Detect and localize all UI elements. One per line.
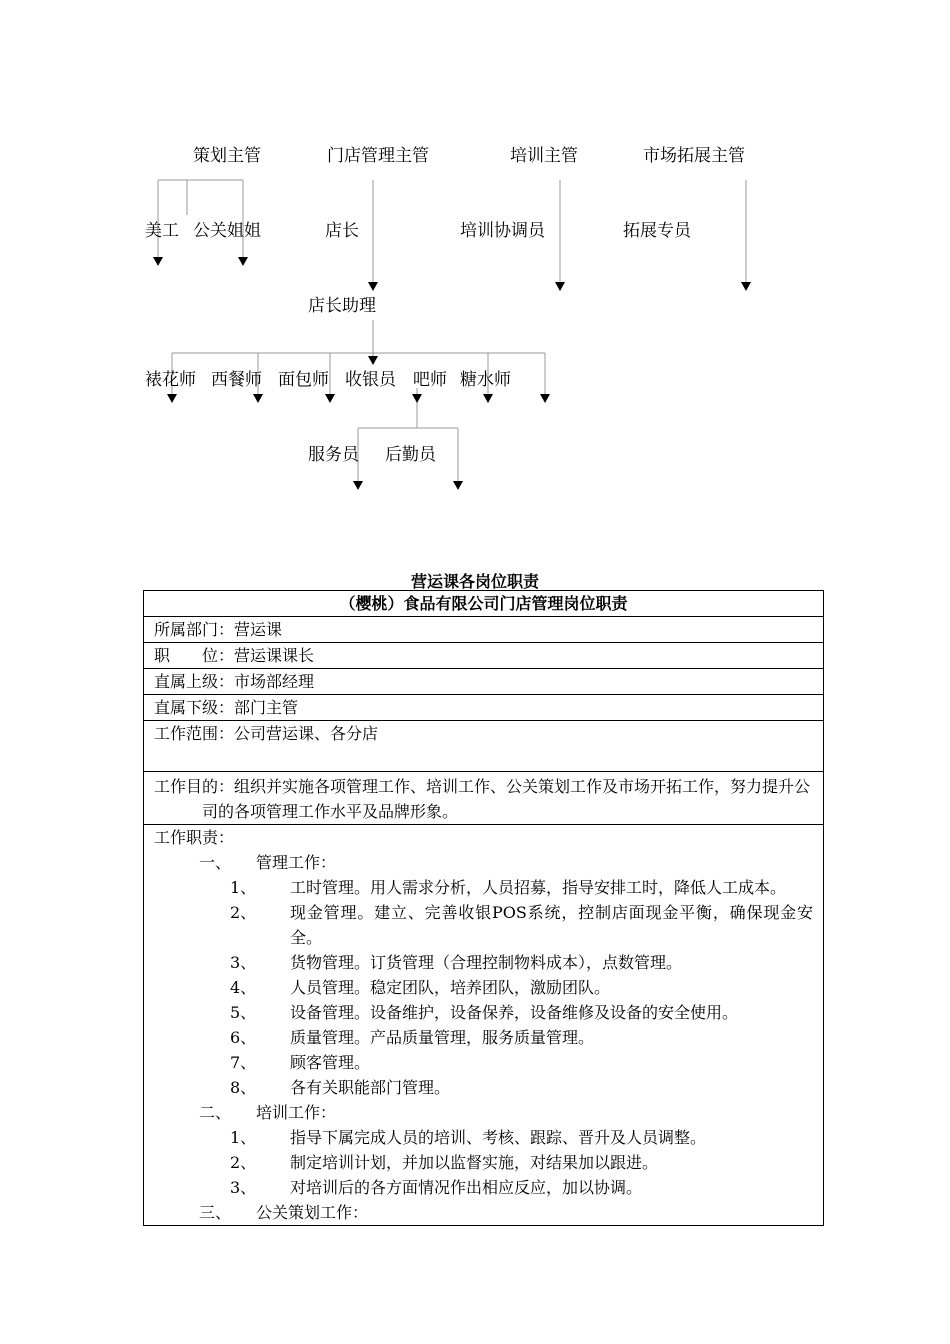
duty-item: [230, 1050, 813, 1075]
duty-item-text: 对培训后的各方面情况作出相应反应，加以协调。: [290, 1178, 643, 1197]
org-node-cake-decorator: 裱花师: [145, 370, 196, 390]
duty-item-text: 指导下属完成人员的培训、考核、跟踪、晋升及人员调整。: [290, 1128, 707, 1147]
duty-item: [230, 1000, 813, 1025]
duty-section-heading: [199, 1100, 813, 1125]
duty-item-number: 6、: [230, 1028, 257, 1047]
table-row-department: 所属部门：营运课: [144, 617, 824, 643]
duty-section-number: 二、: [199, 1103, 232, 1122]
table-row-purpose: 工作目的：组织并实施各项管理工作、培训工作、公关策划工作及市场开拓工作，努力提升公司的各项管理工作水平及品牌形象。: [144, 772, 824, 825]
duty-item: [230, 900, 813, 950]
duty-item: [230, 1150, 813, 1175]
duty-item-number: 8、: [230, 1078, 257, 1097]
table-title: （樱桃）食品有限公司门店管理岗位职责: [144, 591, 824, 617]
section-title: 营运课各岗位职责: [410, 572, 539, 591]
duty-item-text: 各有关职能部门管理。: [290, 1078, 451, 1097]
duty-item: [230, 1125, 813, 1150]
table-row-duties: [144, 825, 824, 1226]
duty-item-text: 货物管理。订货管理（合理控制物料成本），点数管理。: [290, 953, 683, 972]
org-node-planning-supervisor: 策划主管: [193, 146, 261, 166]
duty-item-number: 2、: [230, 903, 257, 922]
org-node-training-coordinator: 培训协调员: [460, 221, 545, 241]
duty-section-heading: [199, 1200, 813, 1225]
org-node-waiter: 服务员: [308, 445, 359, 465]
duty-item-text: 质量管理。产品质量管理，服务质量管理。: [290, 1028, 595, 1047]
table-row-scope: 工作范围：公司营运课、各分店: [144, 721, 824, 772]
org-node-baker: 面包师: [278, 370, 329, 390]
duty-item-number: 5、: [230, 1003, 257, 1022]
duty-section-title: 管理工作：: [256, 853, 337, 872]
org-node-pr: 公关姐姐: [193, 221, 261, 241]
duty-item-number: 1、: [230, 878, 257, 897]
org-node-store-manager: 店长: [325, 221, 359, 241]
org-node-assistant-manager: 店长助理: [308, 296, 376, 316]
duty-item-text: 制定培训计划，并加以监督实施，对结果加以跟进。: [290, 1153, 659, 1172]
table-row-position: 职 位：营运课课长: [144, 643, 824, 669]
duty-item-number: 3、: [230, 953, 257, 972]
org-node-training-supervisor: 培训主管: [510, 146, 578, 166]
duty-item: [230, 950, 813, 975]
org-node-artist: 美工: [145, 221, 179, 241]
duty-section-title: 培训工作：: [256, 1103, 337, 1122]
duty-item: [230, 875, 813, 900]
duty-item-number: 7、: [230, 1053, 257, 1072]
duty-section-number: 一、: [199, 853, 232, 872]
duty-section-heading: [199, 850, 813, 875]
duty-item-text: 设备管理。设备维护，设备保养，设备维修及设备的安全使用。: [290, 1003, 739, 1022]
duty-item-number: 1、: [230, 1128, 257, 1147]
duty-item: [230, 975, 813, 1000]
org-node-dessert-chef: 糖水师: [460, 370, 511, 390]
org-node-bartender: 吧师: [413, 370, 447, 390]
org-node-store-supervisor: 门店管理主管: [327, 146, 429, 166]
duty-item-number: 3、: [230, 1178, 257, 1197]
duty-item: [230, 1025, 813, 1050]
duty-item-number: 4、: [230, 978, 257, 997]
org-node-expansion-specialist: 拓展专员: [623, 221, 691, 241]
duty-section-title: 公关策划工作：: [256, 1203, 369, 1222]
duty-item-number: 2、: [230, 1153, 257, 1172]
duty-item: [230, 1175, 813, 1200]
org-node-cashier: 收银员: [345, 370, 396, 390]
duty-item: [230, 1075, 813, 1100]
duties-list: [154, 850, 813, 1225]
duty-item-text: 工时管理。用人需求分析，人员招募，指导安排工时，降低人工成本。: [290, 878, 787, 897]
duty-item-text: 人员管理。稳定团队，培养团队，激励团队。: [290, 978, 611, 997]
duty-section-number: 三、: [199, 1203, 232, 1222]
job-responsibility-table: [143, 590, 824, 1226]
org-node-market-supervisor: 市场拓展主管: [643, 146, 745, 166]
duty-item-text: 顾客管理。: [290, 1053, 371, 1072]
duties-label: 工作职责：: [154, 828, 235, 847]
table-row-subordinate: 直属下级：部门主管: [144, 695, 824, 721]
org-node-logistics: 后勤员: [385, 445, 436, 465]
org-node-western-chef: 西餐师: [211, 370, 262, 390]
duty-item-text: 现金管理。建立、完善收银POS系统，控制店面现金平衡，确保现金安全。: [290, 903, 813, 947]
table-row-superior: 直属上级：市场部经理: [144, 669, 824, 695]
org-chart-connectors: [0, 0, 950, 520]
